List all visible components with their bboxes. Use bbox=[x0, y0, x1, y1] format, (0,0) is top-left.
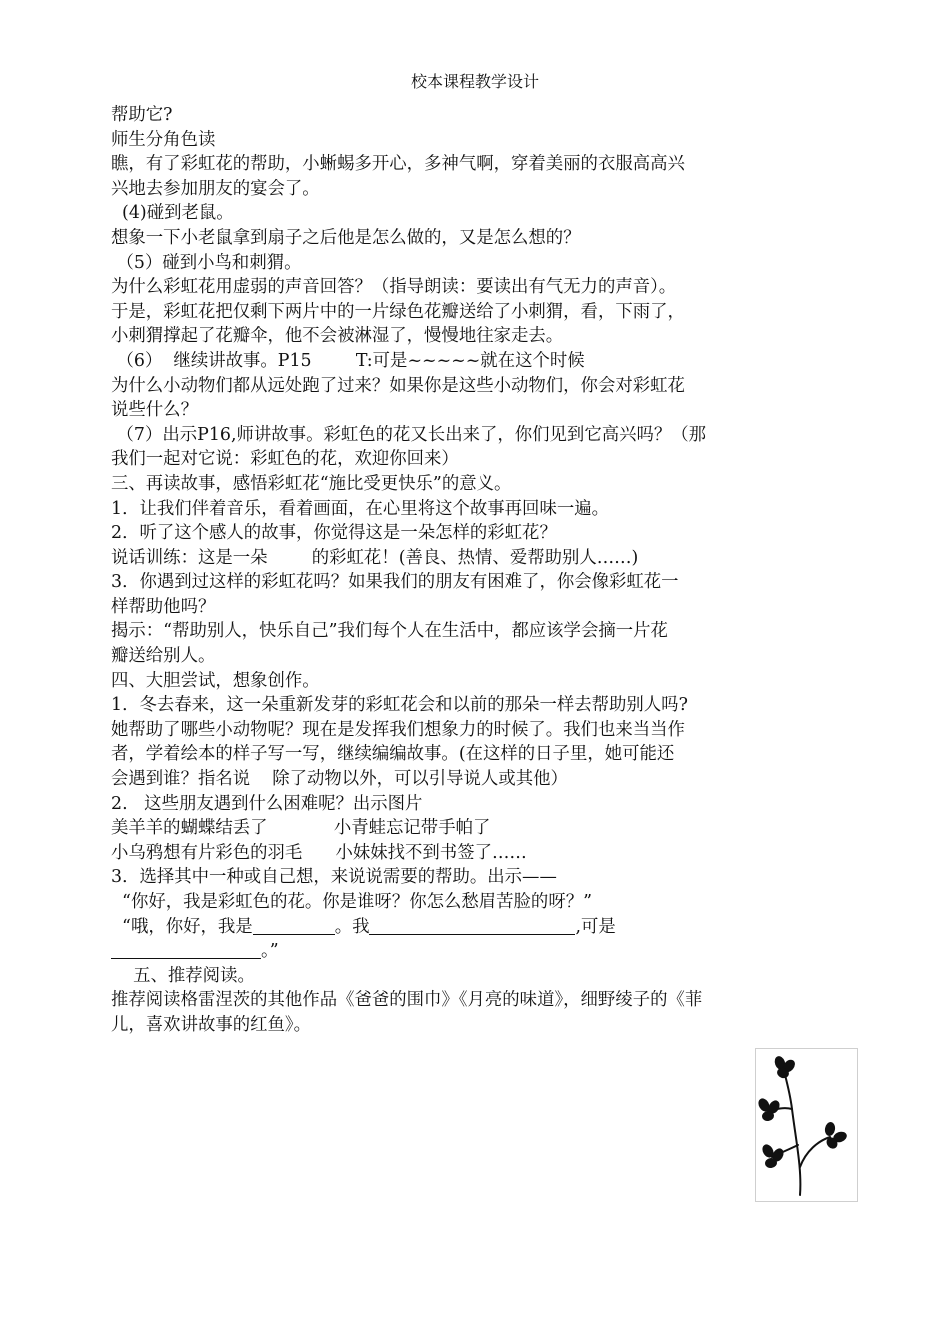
fill-text-4: 。” bbox=[261, 941, 279, 962]
text-line: （7）出示P16,师讲故事。彩虹色的花又长出来了，你们见到它高兴吗？（那 bbox=[111, 424, 707, 445]
body-text bbox=[111, 103, 751, 1038]
text-line: 揭示：“帮助别人，快乐自己”我们每个人在生活中，都应该学会摘一片花 bbox=[111, 621, 668, 642]
text-line: 想象一下小老鼠拿到扇子之后他是怎么做的，又是怎么想的？ bbox=[111, 227, 581, 248]
text-line: 2．听了这个感人的故事，你觉得这是一朵怎样的彩虹花？ bbox=[111, 523, 557, 544]
text-line: 她帮助了哪些小动物呢？现在是发挥我们想象力的时候了。我们也来当当作 bbox=[111, 719, 685, 740]
text-line: 说话训练：这是一朵 的彩虹花！(善良、热情、爱帮助别人……) bbox=[111, 547, 639, 568]
fill-text-2: 。我 bbox=[334, 916, 370, 937]
fill-in-line bbox=[111, 915, 751, 940]
text-line: 3．选择其中一种或自己想，来说说需要的帮助。出示—— bbox=[111, 867, 557, 888]
text-line: 2. 这些朋友遇到什么困难呢？出示图片 bbox=[111, 793, 423, 814]
page-header-title: 校本课程教学设计 bbox=[410, 72, 539, 91]
text-line: 3．你遇到过这样的彩虹花吗？如果我们的朋友有困难了，你会像彩虹花一 bbox=[111, 572, 679, 593]
text-line: (4)碰到老鼠。 bbox=[111, 203, 234, 224]
section-heading: 三、再读故事，感悟彩虹花“施比受更快乐”的意义。 bbox=[111, 473, 512, 494]
text-line: 师生分角色读 bbox=[111, 129, 216, 150]
text-line: 于是，彩虹花把仅剩下两片中的一片绿色花瓣送给了小刺猬，看，下雨了， bbox=[111, 301, 685, 322]
text-line: 会遇到谁？指名说 除了动物以外，可以引导说人或其他） bbox=[111, 769, 568, 790]
section-heading: 四、大胆尝试，想象创作。 bbox=[111, 670, 320, 691]
fill-in-line-2 bbox=[111, 939, 751, 964]
section-heading: 五、推荐阅读。 bbox=[111, 965, 255, 986]
text-line: 我们一起对它说：彩虹色的花，欢迎你回来） bbox=[111, 449, 459, 470]
text-line: 样帮助他吗？ bbox=[111, 596, 216, 617]
text-line: 儿，喜欢讲故事的红鱼》。 bbox=[111, 1014, 311, 1035]
clover-flower-icon bbox=[756, 1049, 857, 1201]
text-line: 小刺猬撑起了花瓣伞，他不会被淋湿了，慢慢地往家走去。 bbox=[111, 326, 564, 347]
text-line: 瞧，有了彩虹花的帮助，小蜥蜴多开心，多神气啊，穿着美丽的衣服高高兴 bbox=[111, 154, 685, 175]
text-line: 者，学着绘本的样子写一写，继续编编故事。(在这样的日子里，她可能还 bbox=[111, 744, 675, 765]
text-line: 瓣送给别人。 bbox=[111, 646, 216, 667]
text-line: “你好，我是彩虹色的花。你是谁呀？你怎么愁眉苦脸的呀？” bbox=[111, 892, 592, 912]
text-line: 推荐阅读格雷涅茨的其他作品《爸爸的围巾》《月亮的味道》，细野绫子的《菲 bbox=[111, 990, 703, 1011]
text-line: 为什么彩虹花用虚弱的声音回答？（指导朗读：要读出有气无力的声音）。 bbox=[111, 277, 677, 298]
text-line: 1．让我们伴着音乐，看着画面，在心里将这个故事再回味一遍。 bbox=[111, 498, 610, 519]
clover-flower-illustration bbox=[755, 1048, 858, 1202]
blank-name bbox=[253, 916, 335, 935]
text-line: （6） 继续讲故事。P15 T:可是~~~~~就在这个时候 bbox=[111, 350, 585, 371]
fill-text-3: ,可是 bbox=[575, 916, 616, 937]
text-line: 小乌鸦想有片彩色的羽毛 小妹妹找不到书签了…… bbox=[111, 842, 527, 863]
text-line: 兴地去参加朋友的宴会了。 bbox=[111, 178, 320, 199]
text-line: 1．冬去春来，这一朵重新发芽的彩虹花会和以前的那朵一样去帮助别人吗? bbox=[111, 695, 688, 716]
text-line: 为什么小动物们都从远处跑了过来？如果你是这些小动物们，你会对彩虹花 bbox=[111, 375, 685, 396]
blank-continuation bbox=[111, 940, 261, 959]
text-line: 美羊羊的蝴蝶结丢了 小青蛙忘记带手帕了 bbox=[111, 818, 491, 839]
blank-problem bbox=[369, 916, 575, 935]
text-line: 说些什么？ bbox=[111, 400, 198, 421]
text-line: 帮助它? bbox=[111, 105, 173, 125]
fill-text-1: “哦，你好，我是 bbox=[111, 916, 253, 937]
text-line: （5）碰到小鸟和刺猬。 bbox=[111, 252, 302, 273]
